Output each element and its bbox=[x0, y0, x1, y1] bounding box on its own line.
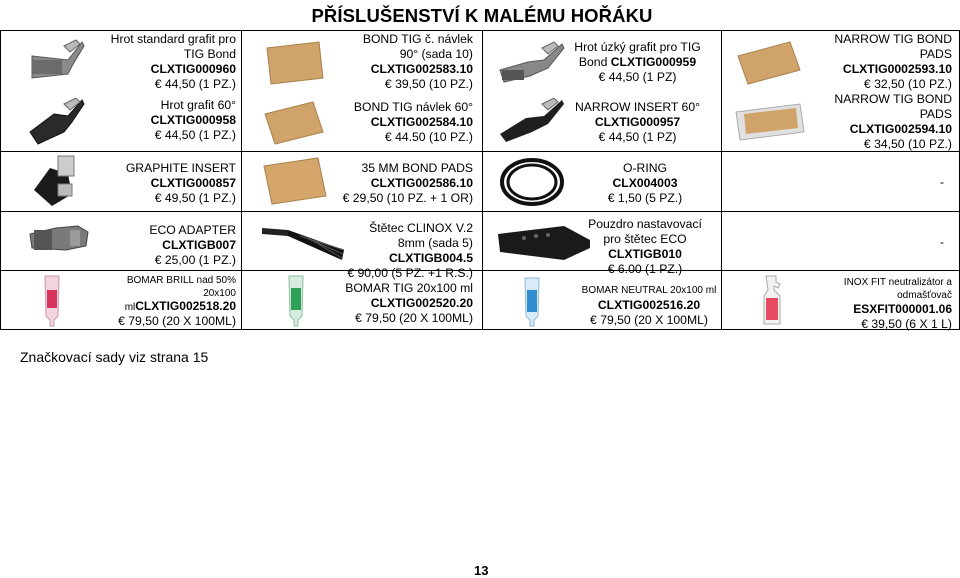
item-price: € 44,50 (1 PZ) bbox=[598, 70, 677, 84]
narrow-pad-2-image bbox=[734, 102, 806, 142]
empty-cell: - bbox=[940, 235, 944, 249]
item-name-line2: PADS bbox=[919, 47, 952, 61]
item-name-line1: Pouzdro nastavovací bbox=[588, 217, 702, 231]
item-name-unit: ml bbox=[124, 302, 136, 313]
item-name: BOMAR TIG 20x100 ml bbox=[345, 281, 473, 295]
item-name-line1: BOND TIG č. návlek bbox=[362, 32, 473, 46]
item-name-line1: INOX FIT neutralizátor a bbox=[843, 277, 952, 288]
bomar-tig-tube-image bbox=[286, 274, 306, 328]
item-name-line1: Štětec CLINOX V.2 bbox=[369, 221, 473, 235]
col-divider bbox=[241, 30, 242, 330]
item-pouzdro bbox=[580, 217, 710, 277]
item-code: CLXTIG002518.20 bbox=[135, 299, 236, 313]
item-name-line2: Bond bbox=[578, 55, 608, 69]
item-code: CLXTIG002594.10 bbox=[849, 122, 952, 136]
item-price: € 6.00 (1 PZ.) bbox=[607, 262, 683, 276]
item-oring bbox=[580, 161, 710, 206]
o-ring-image bbox=[498, 156, 566, 208]
item-code: CLXTIGB007 bbox=[162, 238, 236, 252]
item-code: CLX004003 bbox=[612, 176, 678, 190]
item-name: GRAPHITE INSERT bbox=[125, 161, 236, 175]
item-price: € 25,00 (1 PZ.) bbox=[154, 253, 236, 267]
item-name: NARROW INSERT 60° bbox=[575, 100, 700, 114]
item-code: CLXTIG002520.20 bbox=[370, 296, 473, 310]
item-price: € 44,50 (1 PZ.) bbox=[154, 77, 236, 91]
item-name-line1: Hrot úzký grafit pro TIG bbox=[574, 40, 701, 54]
item-price: € 44.50 (10 PZ.) bbox=[384, 130, 473, 144]
item-name: BOMAR NEUTRAL 20x100 ml bbox=[581, 285, 717, 296]
narrow-tip-image bbox=[496, 40, 568, 86]
item-bomar-tig bbox=[323, 281, 473, 326]
item-inox-fit bbox=[792, 276, 952, 332]
footnote: Značkovací sady viz strana 15 bbox=[20, 349, 209, 365]
bond-pad-60-image bbox=[263, 100, 325, 146]
item-code: CLXTIG000960 bbox=[150, 62, 236, 76]
item-code: CLXTIG000957 bbox=[594, 115, 681, 129]
item-bomar-brill bbox=[66, 274, 236, 329]
eco-adapter-image bbox=[26, 220, 92, 258]
empty-cell: - bbox=[940, 175, 944, 189]
item-code: CLXTIG0002593.10 bbox=[842, 62, 952, 76]
bomar-brill-tube-image bbox=[42, 274, 62, 328]
item-stetec bbox=[333, 221, 473, 281]
bomar-neutral-tube-image bbox=[522, 276, 542, 328]
item-price: € 79,50 (20 X 100ML) bbox=[590, 313, 708, 327]
item-bond-pads35 bbox=[323, 161, 473, 206]
item-name-line2: 90° (sada 10) bbox=[399, 47, 473, 61]
item-price: € 1,50 (5 PZ.) bbox=[607, 191, 683, 205]
item-name: ECO ADAPTER bbox=[149, 223, 236, 237]
item-bond-navlek bbox=[343, 32, 473, 92]
item-price: € 29,50 (10 PZ. + 1 OR) bbox=[342, 191, 473, 205]
graphite-tip-60-image bbox=[24, 98, 86, 148]
item-code: CLXTIG000958 bbox=[150, 113, 236, 127]
row-divider bbox=[0, 211, 960, 212]
item-name-line1: NARROW TIG BOND bbox=[834, 92, 952, 106]
row-divider bbox=[0, 151, 960, 152]
page-title: PŘÍSLUŠENSTVÍ K MALÉMU HOŘÁKU bbox=[311, 5, 653, 26]
item-narrow-insert bbox=[560, 100, 715, 145]
item-bond-navlek60 bbox=[343, 100, 473, 145]
col-divider bbox=[0, 30, 1, 330]
item-code: CLXTIG002584.10 bbox=[370, 115, 473, 129]
accessories-table bbox=[0, 30, 960, 330]
item-name-line2: 8mm (sada 5) bbox=[397, 236, 473, 250]
item-code: ESXFIT000001.06 bbox=[853, 302, 952, 316]
item-price: € 44,50 (1 PZ.) bbox=[154, 128, 236, 142]
row-divider bbox=[0, 270, 960, 271]
item-code: CLXTIG002583.10 bbox=[370, 62, 473, 76]
item-code: CLXTIGB010 bbox=[608, 247, 682, 261]
item-price: € 39,50 (10 PZ.) bbox=[384, 77, 473, 91]
item-price: € 44,50 (1 PZ) bbox=[598, 130, 677, 144]
item-narrow-pads2 bbox=[822, 92, 952, 152]
narrow-insert-image bbox=[496, 98, 568, 144]
item-hrot-uzky bbox=[560, 40, 715, 85]
table-border bbox=[0, 30, 960, 31]
item-bomar-neutral bbox=[574, 283, 724, 328]
item-name-line2: pro štětec ECO bbox=[603, 232, 687, 246]
item-name-line2: PADS bbox=[919, 107, 952, 121]
page-number: 13 bbox=[474, 563, 489, 578]
bond-pad-image bbox=[263, 40, 325, 86]
graphite-tip-image bbox=[24, 38, 86, 88]
item-code: CLXTIG002516.20 bbox=[597, 298, 701, 312]
item-price: € 39,50 (6 X 1 L) bbox=[861, 317, 952, 331]
item-price: € 90,00 (5 PZ. +1 R.S.) bbox=[347, 266, 473, 280]
item-price: € 32,50 (10 PZ.) bbox=[863, 77, 952, 91]
item-code: CLXTIGB004.5 bbox=[389, 251, 473, 265]
brush-holder-image bbox=[494, 220, 594, 266]
item-name: Hrot standard grafit pro TIG Bond bbox=[110, 32, 236, 61]
item-graphite-insert bbox=[96, 161, 236, 206]
item-code: CLXTIG000857 bbox=[150, 176, 236, 190]
item-name: Hrot grafit 60° bbox=[160, 98, 236, 112]
item-price: € 79,50 (20 X 100ML) bbox=[118, 314, 236, 328]
item-name: BOND TIG návlek 60° bbox=[353, 100, 473, 114]
col-divider bbox=[482, 30, 483, 330]
item-eco-adapter bbox=[96, 223, 236, 268]
graphite-insert-image bbox=[28, 154, 86, 208]
item-code: CLXTIG000959 bbox=[610, 55, 697, 69]
narrow-pad-image bbox=[736, 40, 802, 86]
item-name-line1: NARROW TIG BOND bbox=[834, 32, 952, 46]
item-price: € 79,50 (20 X 100ML) bbox=[355, 311, 473, 325]
item-price: € 34,50 (10 PZ.) bbox=[863, 137, 952, 151]
item-code: CLXTIG002586.10 bbox=[370, 176, 473, 190]
item-price: € 49,50 (1 PZ.) bbox=[154, 191, 236, 205]
item-name-line2: 20x100 bbox=[203, 288, 236, 299]
item-name: O-RING bbox=[622, 161, 667, 175]
inox-fit-spray-image bbox=[760, 274, 784, 326]
item-hrot-grafit60 bbox=[96, 98, 236, 143]
item-hrot-standard bbox=[96, 32, 236, 92]
bond-pad-35-image bbox=[262, 156, 328, 206]
item-narrow-pads1 bbox=[822, 32, 952, 92]
item-name-line2: odmašťovač bbox=[897, 290, 952, 301]
item-name-line1: BOMAR BRILL nad 50% bbox=[126, 275, 236, 286]
item-name: 35 MM BOND PADS bbox=[361, 161, 473, 175]
